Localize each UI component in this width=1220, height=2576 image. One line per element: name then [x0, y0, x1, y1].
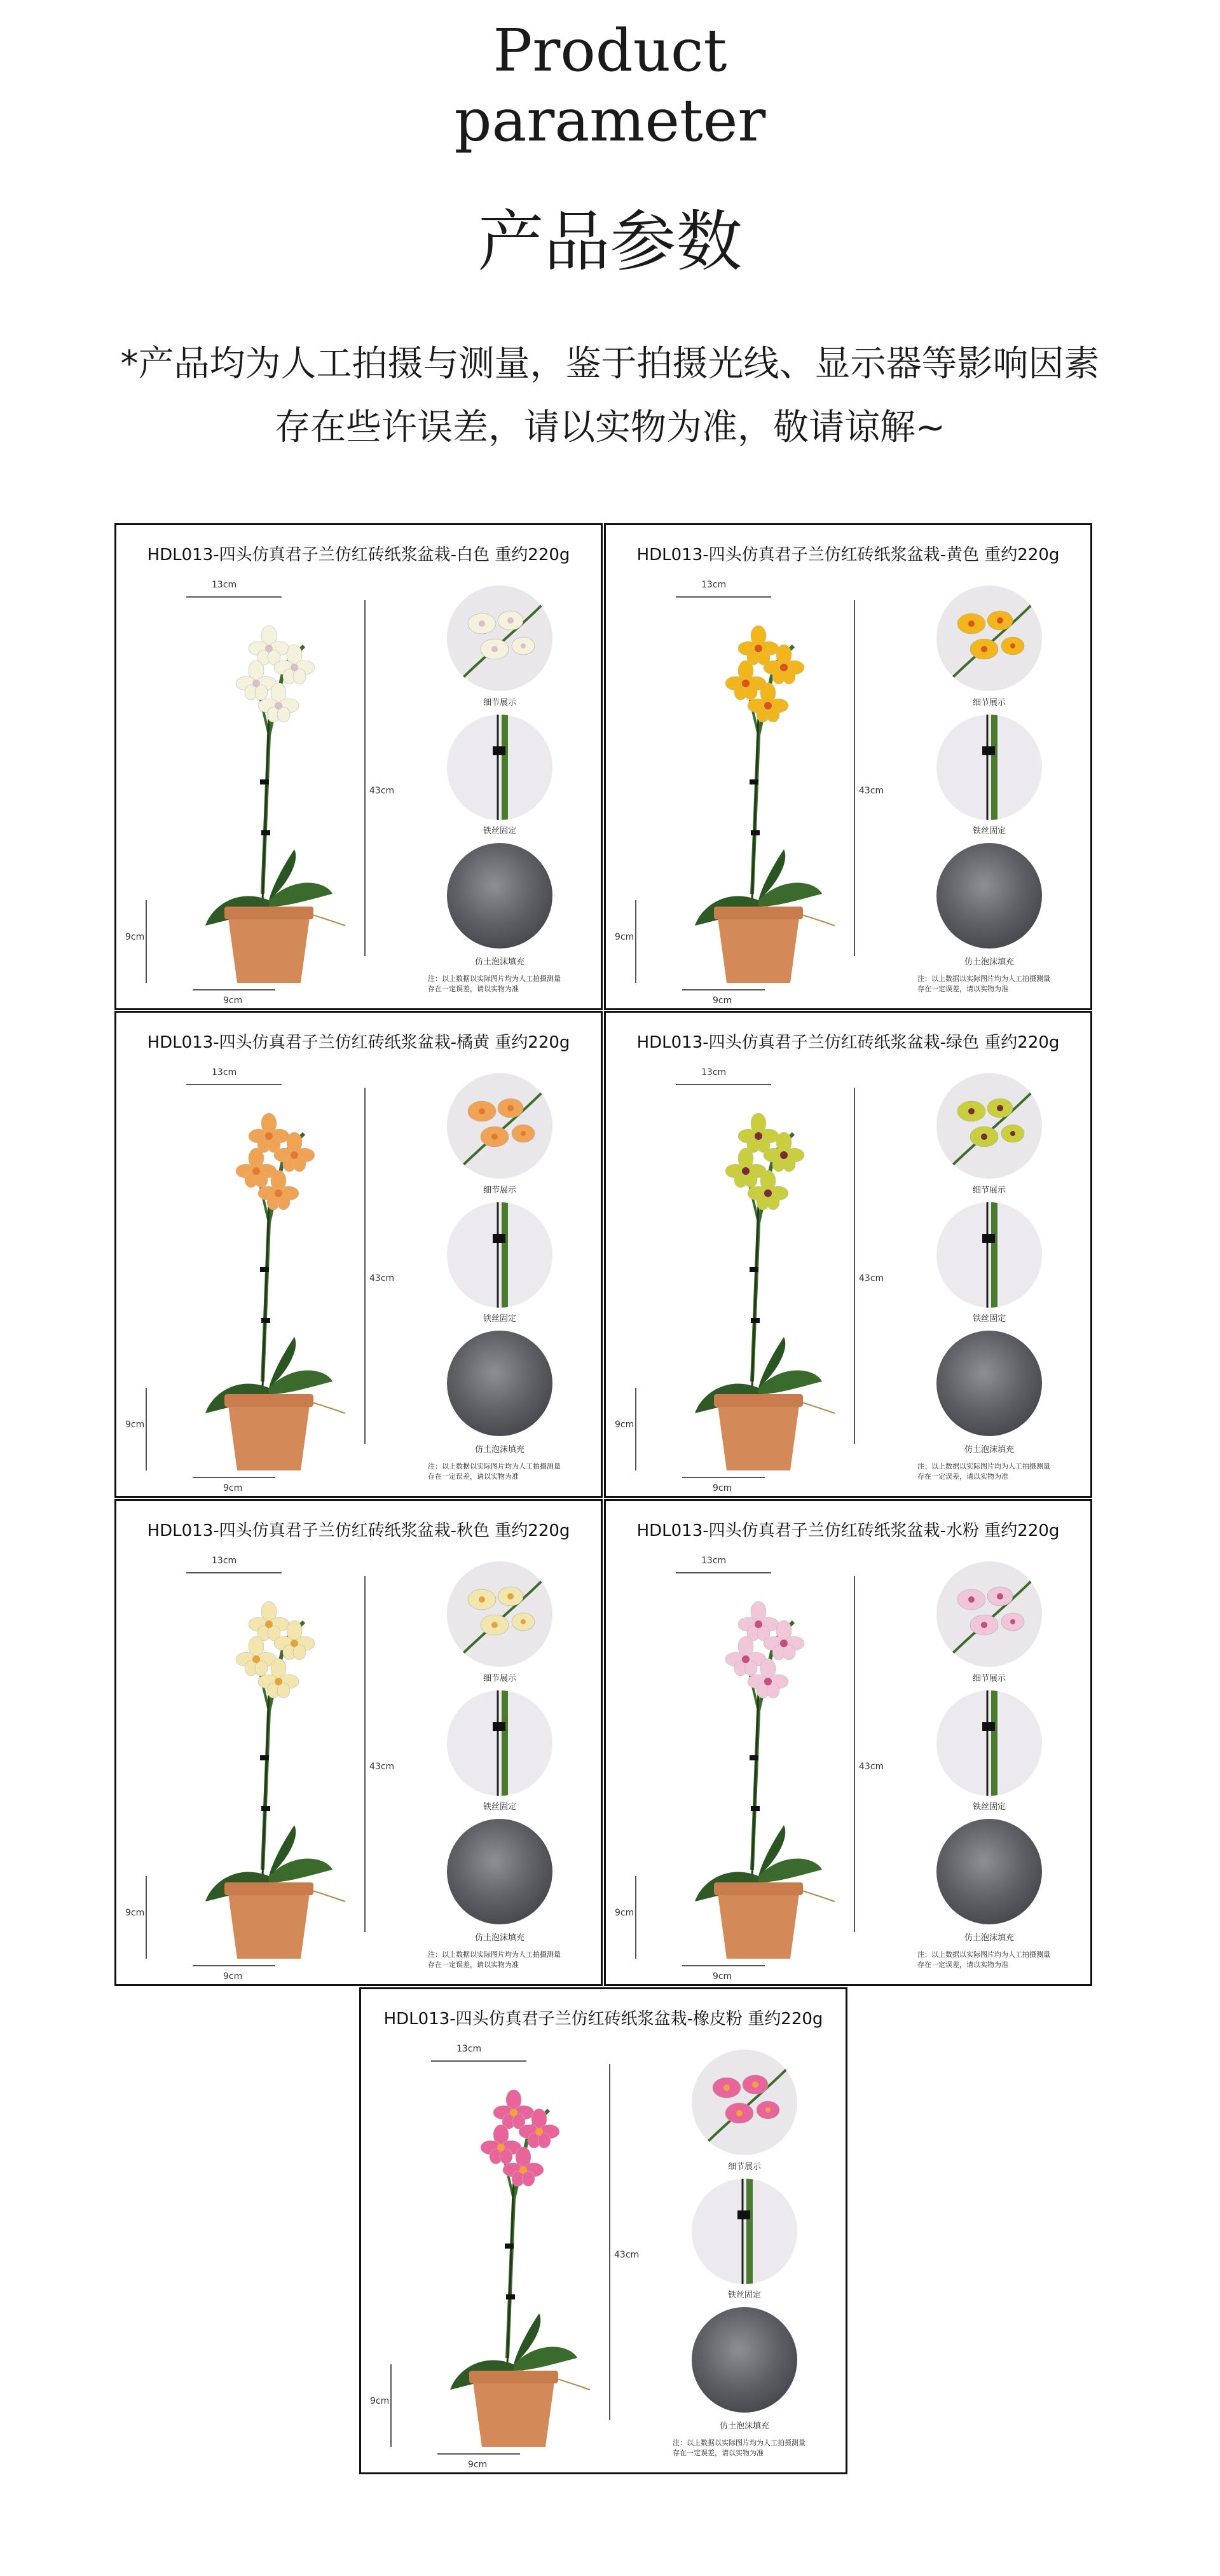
detail-circle-image [936, 1561, 1042, 1667]
width-dimension-line [676, 1084, 771, 1085]
card-title: HDL013-四头仿真君子兰仿红砖纸浆盆栽-秋色 重约220g [147, 1521, 570, 1540]
soil-circle-image [447, 1331, 552, 1436]
width-label: 13cm [701, 580, 727, 590]
wire-circle-image [936, 715, 1042, 820]
width-label: 13cm [456, 2044, 482, 2054]
product-card [359, 1987, 847, 2474]
width-dimension-line [186, 1084, 282, 1085]
card-footnote [428, 1462, 600, 1482]
orchid-plant-image [174, 1596, 364, 1965]
pot-height-label: 9cm [125, 932, 145, 942]
pot-height-line [635, 900, 636, 983]
pot-width-label: 9cm [713, 1483, 732, 1493]
card-footnote [428, 1950, 600, 1970]
height-dimension-line [609, 2064, 610, 2420]
footnote-line1: 注：以上数据以实际图片均为人工拍摄测量 [428, 1462, 561, 1470]
card-footnote [428, 974, 600, 994]
height-dimension-line [364, 1088, 366, 1444]
footnote-line1: 注：以上数据以实际图片均为人工拍摄测量 [673, 2439, 805, 2447]
product-card [604, 1011, 1092, 1498]
height-dimension-line [854, 1576, 855, 1932]
card-title: HDL013-四头仿真君子兰仿红砖纸浆盆栽-黄色 重约220g [636, 545, 1060, 565]
caption-detail: 细节展示 [972, 1674, 1006, 1683]
footnote-line2: 存在一定误差，请以实物为准 [428, 1961, 519, 1969]
footnote-line2: 存在一定误差，请以实物为准 [917, 1472, 1008, 1481]
product-card [114, 523, 603, 1010]
caption-detail: 细节展示 [727, 2162, 761, 2172]
soil-circle-image [936, 1331, 1042, 1436]
height-dimension-line [854, 600, 855, 956]
pot-width-label: 9cm [713, 1971, 732, 1982]
card-title: HDL013-四头仿真君子兰仿红砖纸浆盆栽-橡皮粉 重约220g [383, 2010, 823, 2029]
caption-detail: 细节展示 [483, 1186, 516, 1195]
product-card [114, 1011, 603, 1498]
height-label: 43cm [859, 1273, 884, 1284]
pot-height-label: 9cm [615, 932, 634, 942]
product-card [604, 1499, 1092, 1986]
orchid-plant-image [418, 2085, 609, 2453]
title-en-line1: Product [493, 17, 727, 85]
note-line2: 存在些许误差，请以实物为准，敬请谅解~ [275, 407, 945, 448]
caption-detail: 细节展示 [972, 1186, 1006, 1195]
caption-wire: 铁丝固定 [972, 826, 1006, 836]
caption-soil: 仿土泡沫填充 [719, 2422, 769, 2431]
width-dimension-line [676, 1572, 771, 1573]
footnote-line2: 存在一定误差，请以实物为准 [917, 1961, 1008, 1969]
soil-circle-image [447, 1819, 552, 1924]
height-dimension-line [854, 1088, 855, 1444]
wire-circle-image [447, 1202, 552, 1308]
title-en-line2: parameter [454, 86, 766, 154]
width-label: 13cm [701, 1556, 727, 1566]
pot-width-line [682, 1965, 765, 1966]
caption-soil: 仿土泡沫填充 [964, 1933, 1014, 1943]
caption-soil: 仿土泡沫填充 [474, 1933, 524, 1943]
detail-circle-image [692, 2050, 797, 2155]
caption-soil: 仿土泡沫填充 [474, 1445, 524, 1455]
footnote-line2: 存在一定误差，请以实物为准 [917, 985, 1008, 993]
pot-width-line [193, 1965, 275, 1966]
height-dimension-line [364, 1576, 366, 1932]
footnote-line1: 注：以上数据以实际图片均为人工拍摄测量 [917, 1462, 1050, 1470]
height-dimension-line [364, 600, 366, 956]
width-dimension-line [431, 2060, 526, 2062]
wire-circle-image [936, 1202, 1042, 1308]
pot-width-line [193, 1477, 275, 1478]
note-line1: *产品均为人工拍摄与测量，鉴于拍摄光线、显示器等影响因素 [120, 343, 1100, 385]
card-footnote [917, 1462, 1089, 1482]
caption-wire: 铁丝固定 [972, 1802, 1006, 1812]
pot-height-line [146, 1388, 147, 1470]
orchid-plant-image [663, 1596, 854, 1965]
title-cn: 产品参数 [477, 203, 743, 280]
wire-circle-image [447, 715, 552, 820]
pot-width-line [437, 2453, 520, 2455]
pot-height-line [146, 900, 147, 983]
footnote-line2: 存在一定误差，请以实物为准 [673, 2449, 764, 2457]
footnote-line1: 注：以上数据以实际图片均为人工拍摄测量 [428, 975, 561, 983]
footnote-line1: 注：以上数据以实际图片均为人工拍摄测量 [428, 1950, 561, 1959]
pot-width-line [193, 989, 275, 990]
width-label: 13cm [212, 1556, 237, 1566]
caption-detail: 细节展示 [972, 698, 1006, 708]
pot-height-line [635, 1876, 636, 1959]
width-dimension-line [676, 596, 771, 598]
card-footnote [917, 1950, 1089, 1970]
height-label: 43cm [859, 786, 884, 796]
pot-width-label: 9cm [223, 1483, 243, 1493]
detail-circle-image [447, 1561, 552, 1667]
pot-width-line [682, 1477, 765, 1478]
caption-wire: 铁丝固定 [483, 826, 516, 836]
caption-detail: 细节展示 [483, 1674, 516, 1683]
product-card [604, 523, 1092, 1010]
detail-circle-image [447, 1073, 552, 1179]
pot-width-label: 9cm [468, 2460, 488, 2470]
detail-circle-image [936, 1073, 1042, 1179]
height-label: 43cm [369, 1762, 395, 1772]
caption-wire: 铁丝固定 [483, 1314, 516, 1324]
caption-wire: 铁丝固定 [483, 1802, 516, 1812]
orchid-plant-image [174, 620, 364, 989]
soil-circle-image [447, 843, 552, 949]
card-title: HDL013-四头仿真君子兰仿红砖纸浆盆栽-绿色 重约220g [636, 1033, 1060, 1052]
soil-circle-image [692, 2307, 797, 2413]
card-footnote [673, 2438, 844, 2458]
footnote-line2: 存在一定误差，请以实物为准 [428, 985, 519, 993]
detail-circle-image [936, 586, 1042, 691]
detail-circle-image [447, 586, 552, 691]
card-footnote [917, 974, 1089, 994]
card-title: HDL013-四头仿真君子兰仿红砖纸浆盆栽-橘黄 重约220g [147, 1033, 570, 1052]
product-card [114, 1499, 603, 1986]
width-dimension-line [186, 596, 282, 598]
footnote-line2: 存在一定误差，请以实物为准 [428, 1472, 519, 1481]
footnote-line1: 注：以上数据以实际图片均为人工拍摄测量 [917, 1950, 1050, 1959]
height-label: 43cm [859, 1762, 884, 1772]
card-title: HDL013-四头仿真君子兰仿红砖纸浆盆栽-水粉 重约220g [636, 1521, 1060, 1540]
orchid-plant-image [174, 1108, 364, 1477]
card-title: HDL013-四头仿真君子兰仿红砖纸浆盆栽-白色 重约220g [147, 545, 570, 565]
pot-height-line [146, 1876, 147, 1959]
pot-width-label: 9cm [223, 996, 243, 1006]
caption-wire: 铁丝固定 [972, 1314, 1006, 1324]
pot-height-line [635, 1388, 636, 1470]
height-label: 43cm [614, 2250, 640, 2260]
width-label: 13cm [701, 1067, 727, 1078]
caption-soil: 仿土泡沫填充 [964, 957, 1014, 967]
orchid-plant-image [663, 1108, 854, 1477]
pot-width-label: 9cm [713, 996, 732, 1006]
pot-width-line [682, 989, 765, 990]
pot-height-label: 9cm [370, 2396, 390, 2406]
caption-wire: 铁丝固定 [727, 2291, 761, 2300]
pot-height-label: 9cm [615, 1420, 634, 1430]
wire-circle-image [447, 1690, 552, 1796]
footnote-line1: 注：以上数据以实际图片均为人工拍摄测量 [917, 975, 1050, 983]
pot-height-label: 9cm [125, 1908, 145, 1918]
pot-height-label: 9cm [615, 1908, 634, 1918]
pot-height-label: 9cm [125, 1420, 145, 1430]
pot-height-line [390, 2364, 392, 2447]
soil-circle-image [936, 1819, 1042, 1924]
orchid-plant-image [663, 620, 854, 989]
height-label: 43cm [369, 786, 395, 796]
caption-soil: 仿土泡沫填充 [474, 957, 524, 967]
width-label: 13cm [212, 1067, 237, 1078]
soil-circle-image [936, 843, 1042, 949]
pot-width-label: 9cm [223, 1971, 243, 1982]
caption-detail: 细节展示 [483, 698, 516, 708]
width-label: 13cm [212, 580, 237, 590]
wire-circle-image [936, 1690, 1042, 1796]
width-dimension-line [186, 1572, 282, 1573]
wire-circle-image [692, 2179, 797, 2284]
caption-soil: 仿土泡沫填充 [964, 1445, 1014, 1455]
height-label: 43cm [369, 1273, 395, 1284]
